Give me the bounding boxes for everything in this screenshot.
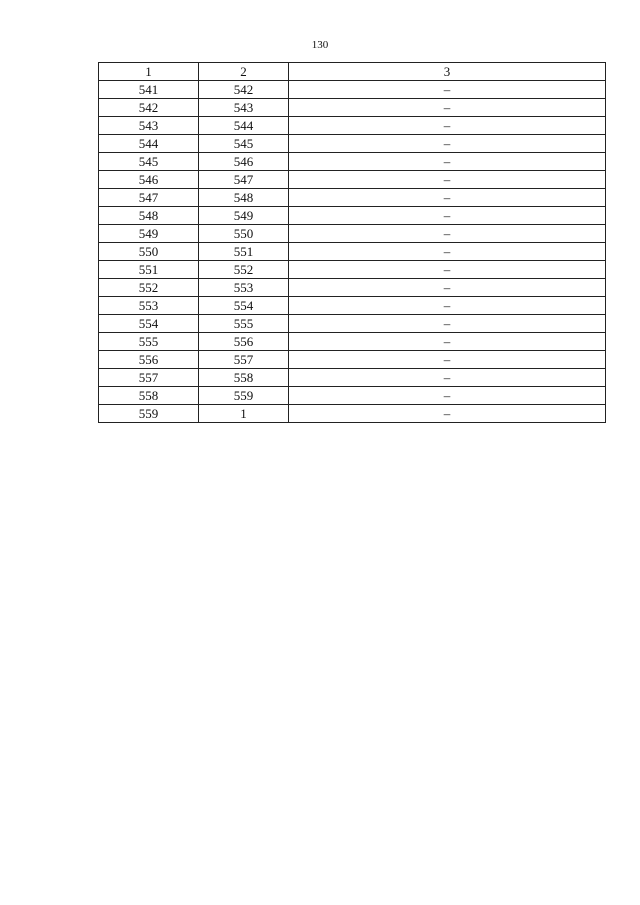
- column-header-2: 2: [199, 63, 289, 81]
- table-cell-col-3: –: [289, 225, 606, 243]
- table-cell-col-3: –: [289, 333, 606, 351]
- table-cell-col-1: 547: [99, 189, 199, 207]
- table-cell-col-2: 544: [199, 117, 289, 135]
- table-cell-col-3: –: [289, 189, 606, 207]
- table-cell-col-1: 554: [99, 315, 199, 333]
- data-table: [98, 62, 606, 423]
- table-row: [99, 369, 606, 387]
- table-cell-col-2: 546: [199, 153, 289, 171]
- table-cell-col-2: 556: [199, 333, 289, 351]
- table-row: [99, 225, 606, 243]
- table-row: [99, 351, 606, 369]
- table-row: [99, 171, 606, 189]
- table-cell-col-2: 554: [199, 297, 289, 315]
- table-cell-col-3: –: [289, 243, 606, 261]
- table-cell-col-2: 557: [199, 351, 289, 369]
- table-cell-col-1: 555: [99, 333, 199, 351]
- table-cell-col-1: 558: [99, 387, 199, 405]
- table-cell-col-3: –: [289, 297, 606, 315]
- table-cell-col-2: 553: [199, 279, 289, 297]
- table-row: [99, 117, 606, 135]
- table-row: [99, 135, 606, 153]
- table-row: [99, 279, 606, 297]
- table-cell-col-1: 556: [99, 351, 199, 369]
- table-cell-col-2: 1: [199, 405, 289, 423]
- table-cell-col-1: 542: [99, 99, 199, 117]
- table-cell-col-1: 545: [99, 153, 199, 171]
- table-row: [99, 207, 606, 225]
- table-cell-col-3: –: [289, 261, 606, 279]
- table-cell-col-2: 551: [199, 243, 289, 261]
- table-row: [99, 189, 606, 207]
- table-cell-col-1: 548: [99, 207, 199, 225]
- table-cell-col-1: 557: [99, 369, 199, 387]
- table-body: [99, 81, 606, 423]
- table-cell-col-2: 559: [199, 387, 289, 405]
- table-cell-col-2: 555: [199, 315, 289, 333]
- table-row: [99, 243, 606, 261]
- table-cell-col-3: –: [289, 351, 606, 369]
- table-header-row: [99, 63, 606, 81]
- table-cell-col-2: 552: [199, 261, 289, 279]
- table-cell-col-2: 547: [199, 171, 289, 189]
- table-row: [99, 333, 606, 351]
- table-cell-col-2: 558: [199, 369, 289, 387]
- table-cell-col-1: 550: [99, 243, 199, 261]
- table-cell-col-1: 553: [99, 297, 199, 315]
- page-number: 130: [311, 39, 329, 51]
- table-cell-col-1: 541: [99, 81, 199, 99]
- column-header-3: 3: [289, 63, 606, 81]
- table-cell-col-2: 543: [199, 99, 289, 117]
- table-row: [99, 261, 606, 279]
- table-cell-col-2: 545: [199, 135, 289, 153]
- table-row: [99, 387, 606, 405]
- table-cell-col-3: –: [289, 207, 606, 225]
- table-cell-col-1: 549: [99, 225, 199, 243]
- table-cell-col-3: –: [289, 369, 606, 387]
- table-cell-col-3: –: [289, 117, 606, 135]
- table-cell-col-2: 549: [199, 207, 289, 225]
- table-row: [99, 315, 606, 333]
- table-cell-col-3: –: [289, 279, 606, 297]
- table-cell-col-3: –: [289, 315, 606, 333]
- table-cell-col-1: 543: [99, 117, 199, 135]
- table-cell-col-3: –: [289, 81, 606, 99]
- table-cell-col-3: –: [289, 135, 606, 153]
- table-cell-col-3: –: [289, 153, 606, 171]
- table-cell-col-1: 544: [99, 135, 199, 153]
- table-cell-col-1: 552: [99, 279, 199, 297]
- table-cell-col-1: 559: [99, 405, 199, 423]
- table-cell-col-3: –: [289, 99, 606, 117]
- table-cell-col-3: –: [289, 171, 606, 189]
- table-row: [99, 99, 606, 117]
- table-cell-col-3: –: [289, 387, 606, 405]
- column-header-1: 1: [99, 63, 199, 81]
- table-row: [99, 297, 606, 315]
- table-row: [99, 405, 606, 423]
- table-header: [99, 63, 606, 81]
- table-row: [99, 153, 606, 171]
- table-cell-col-1: 551: [99, 261, 199, 279]
- table-cell-col-2: 550: [199, 225, 289, 243]
- table-cell-col-2: 542: [199, 81, 289, 99]
- table-cell-col-1: 546: [99, 171, 199, 189]
- table-cell-col-3: –: [289, 405, 606, 423]
- table-cell-col-2: 548: [199, 189, 289, 207]
- table-row: [99, 81, 606, 99]
